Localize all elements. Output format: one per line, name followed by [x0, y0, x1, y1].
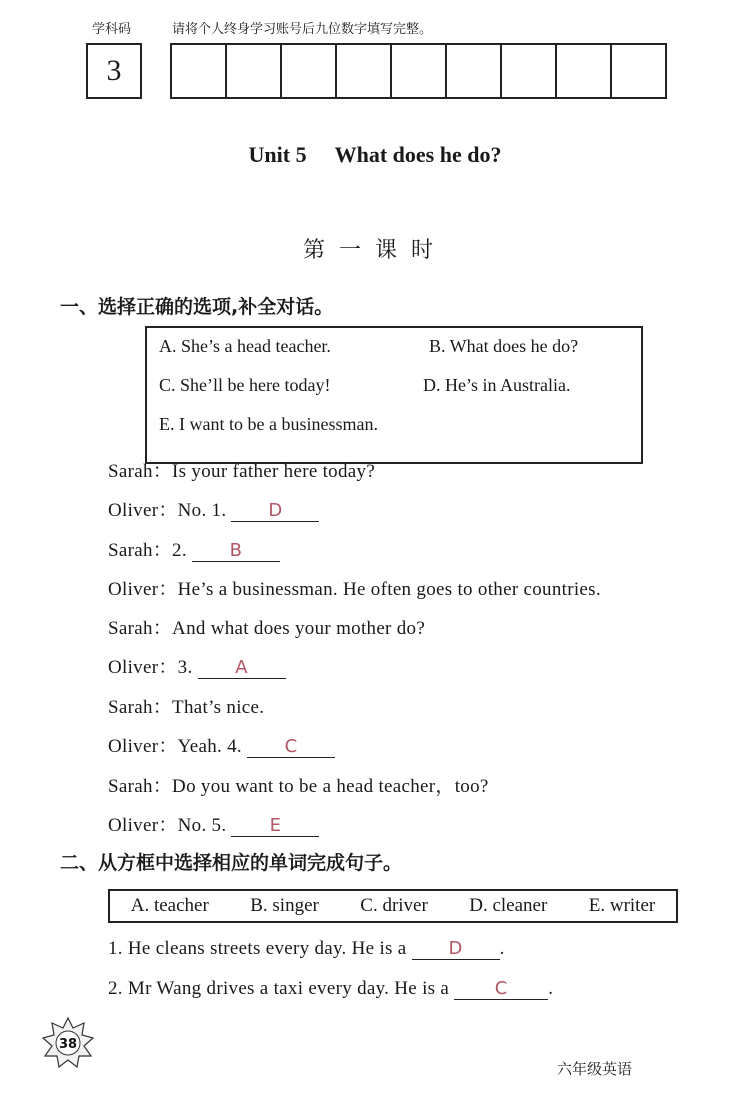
subject-code-label: 学科码 — [92, 22, 132, 37]
answer-blank[interactable]: B — [192, 541, 280, 562]
subject-code-box: 3 — [86, 43, 142, 99]
section2-heading: 二、从方框中选择相应的单词完成句子。 — [60, 852, 403, 874]
sentence-line: 1. He cleans streets every day. He is a D . — [108, 938, 505, 959]
id-digit-box[interactable] — [282, 45, 337, 97]
unit-name: What does he do? — [334, 142, 502, 167]
dialogue-line: Sarah：And what does your mother do? — [108, 618, 426, 639]
option-b: B. What does he do? — [429, 336, 579, 356]
id-digit-box[interactable] — [612, 45, 665, 97]
word-option: D. cleaner — [469, 895, 548, 916]
dialogue-line: Oliver：3. A — [108, 652, 286, 679]
dialogue-line: Oliver：He’s a businessman. He often goes to other countries. — [108, 579, 601, 600]
id-digit-box[interactable] — [227, 45, 282, 97]
page-number-badge — [42, 1016, 94, 1068]
options-box — [145, 326, 643, 464]
id-digit-box[interactable] — [502, 45, 557, 97]
id-digit-box[interactable] — [172, 45, 227, 97]
lesson-title: 第一课时 — [302, 238, 447, 263]
answer-blank[interactable]: D — [231, 501, 319, 522]
page-number: 38 — [58, 1037, 78, 1052]
word-bank-box — [108, 889, 678, 923]
answer-blank[interactable]: A — [198, 658, 286, 679]
answer-blank[interactable]: E — [231, 816, 319, 837]
word-option: E. writer — [588, 895, 656, 916]
dialogue-line: Sarah：2. B — [108, 535, 280, 562]
dialogue-line: Sarah：That’s nice. — [108, 697, 265, 718]
dialogue-line: Oliver：No. 5. E — [108, 810, 319, 837]
dialogue-line: Sarah：Is your father here today? — [108, 461, 376, 482]
id-instruction: 请将个人终身学习账号后九位数字填写完整。 — [172, 22, 433, 37]
word-option: C. driver — [360, 895, 428, 916]
page-badge-flower-icon — [42, 1016, 94, 1068]
section1-heading: 一、选择正确的选项,补全对话。 — [60, 296, 334, 318]
option-d: D. He’s in Australia. — [423, 375, 571, 395]
answer-blank[interactable]: D — [412, 939, 500, 960]
id-digit-box[interactable] — [392, 45, 447, 97]
answer-blank[interactable]: C — [454, 979, 548, 1000]
id-digit-box[interactable] — [557, 45, 612, 97]
option-c: C. She’ll be here today! — [159, 375, 331, 395]
answer-blank[interactable]: C — [247, 737, 335, 758]
option-e: E. I want to be a businessman. — [159, 414, 378, 434]
dialogue-line: Oliver：Yeah. 4. C — [108, 731, 335, 758]
book-title: 六年级英语 — [557, 1060, 633, 1078]
dialogue-line: Sarah：Do you want to be a head teacher，too? — [108, 776, 489, 797]
id-digit-box[interactable] — [337, 45, 392, 97]
unit-title — [0, 142, 750, 168]
word-option: A. teacher — [130, 895, 209, 916]
word-option: B. singer — [250, 895, 319, 916]
dialogue-line: Oliver：No. 1. D — [108, 495, 319, 522]
id-digit-box[interactable] — [447, 45, 502, 97]
unit-number: Unit 5 — [248, 142, 307, 167]
id-number-boxes[interactable] — [170, 43, 667, 99]
sentence-line: 2. Mr Wang drives a taxi every day. He is a C . — [108, 978, 554, 999]
option-a: A. She’s a head teacher. — [159, 336, 331, 356]
